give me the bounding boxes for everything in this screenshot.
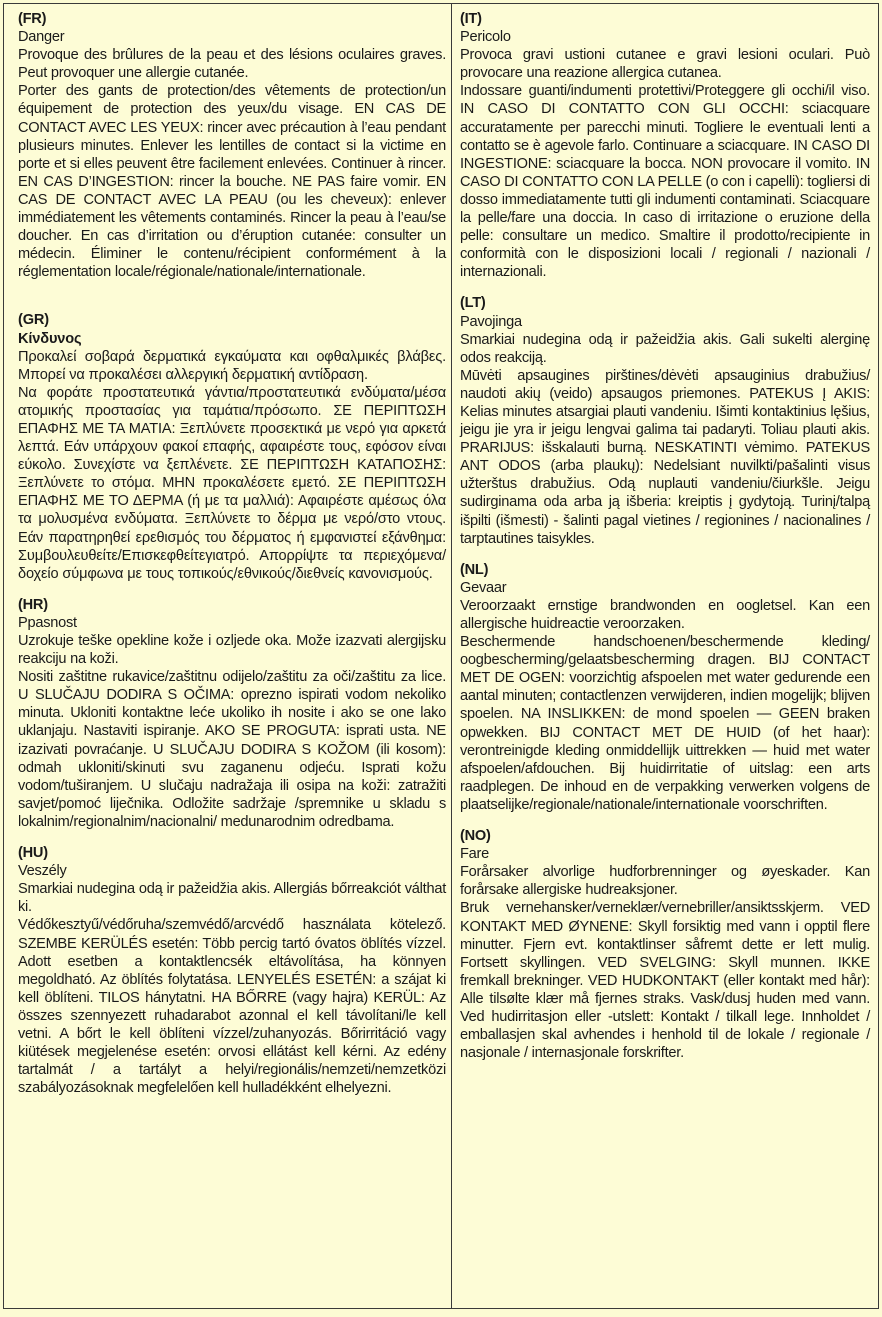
section-no	[460, 827, 870, 1062]
section-fr	[18, 10, 446, 281]
column-divider	[451, 4, 452, 1308]
language-code: (LT)	[460, 295, 486, 312]
language-code: (NL)	[460, 561, 489, 578]
hazard-statement: Smarkiai nudegina odą ir pažeidžia akis. Allergiás bőrreakciót válthat ki.	[18, 881, 446, 916]
section-it	[460, 10, 870, 281]
precautionary-statement: Bruk vernehansker/verneklær/vernebriller/ansiktsskjerm. VED KONTAKT MED ØYNENE: Skyll forsiktig med vann i opptil flere minutter. Fjern evt. kontaktlinser såfremt dette er lett mulig. Fortsett skyllingen. VED SVELGING: Skyll munnen. IKKE fremkall brekninger. VED HUDKONTAKT (eller kontakt med hår): Alle tilsølte klær må fjernes straks. Vask/dusj huden med vann. Ved hudirritasjon eller -utslett: Kontakt / tilkall lege. Innholdet / emballasjen skal avhendes i henhold til de lokale / regionale / nasjonale / internasjonale forskrifter.	[460, 900, 870, 1062]
hazard-word: Pavojinga	[460, 313, 522, 330]
hazard-word: Pericolo	[460, 29, 511, 46]
section-hu	[18, 844, 446, 1097]
precautionary-statement: Mūvėti apsaugines pirštines/dėvėti apsauginius drabužius/ naudoti akių (veido) apsaugos priemones. PATEKUS Į AKIS: Kelias minutes atsargiai plauti vandeniu. Išimti kontaktinius lęšius, jeigu jie yra ir jeigu lengvai galima tai padaryti. Toliau plauti akis. PRARIJUS: išskalauti burną. NESKATINTI vėmimo. PATEKUS ANT ODOS (arba plaukų): Nedelsiant nuvilkti/pašalinti visus užterštus drabužius. Odą nuplauti vandeniu/čiurkšle. Jeigu sudirginama oda arba ją išberia: kreiptis į gydytoją. Turinį/talpą išpilti (išmesti) - šalinti pagal vietines / regionines / nacionalines / tarptautines taisykles.	[460, 367, 870, 547]
safety-sheet-page	[3, 3, 879, 1309]
hazard-word: Ppasnost	[18, 614, 77, 631]
section-nl	[460, 561, 870, 814]
section-gr	[18, 311, 446, 582]
hazard-statement: Forårsaker alvorlige hudforbrenninger og øyeskader. Kan forårsake allergiske hudreaksjoner.	[460, 864, 870, 899]
hazard-statement: Smarkiai nudegina odą ir pažeidžia akis. Gali sukelti alerginę odos reakciją.	[460, 331, 870, 366]
hazard-word: Fare	[460, 846, 490, 863]
language-code: (NO)	[460, 828, 491, 845]
language-code: (HU)	[18, 845, 48, 862]
section-hr	[18, 596, 446, 831]
precautionary-statement: Védőkesztyű/védőruha/szemvédő/arcvédő használata kötelező. SZEMBE KERÜLÉS esetén: Több percig tartó óvatos öblítés vízzel. Adott esetben a kontaktlencsék eltávolítása, ha könnyen megoldható. Az öblítés folytatása. LENYELÉS ESETÉN: a szájat ki kell öblíteni. TILOS hánytatni. HA BŐRRE (vagy hajra) KERÜL: Az összes szennyezett ruhadarabot azonnal el kell távolítani/le kell vetni. A bőrt le kell öblíteni vízzel/zuhanyozás. Bőrirritáció vagy kiütések megjelenése esetén: orvosi ellátást kell kérni. Az edény tartalmát / a tartályt a helyi/regionális/nemzeti/nemzetközi szabályozásoknak megfelelően kell hulladékként elhelyezni.	[18, 917, 446, 1097]
precautionary-statement: Indossare guanti/indumenti protettivi/Proteggere gli occhi/il viso. IN CASO DI CONTATTO CON GLI OCCHI: sciacquare accuratamente per parecchi minuti. Togliere le eventuali lenti a contatto se è agevole farlo. Continuare a sciacquare. IN CASO DI INGESTIONE: sciacquare la bocca. NON provocare il vomito. IN CASO DI CONTATTO CON LA PELLE (o con i capelli): togliersi di dosso immediatamente tutti gli indumenti contaminati. Sciacquare la pelle/fare una doccia. In caso di irritazione o eruzione della pelle: consultare un medico. Smaltire il prodotto/recipiente in conformità con le disposizioni locali / regionali / nazionali / internazionali.	[460, 83, 870, 281]
hazard-statement: Προκαλεί σοβαρά δερματικά εγκαύματα και οφθαλμικές βλάβες. Μπορεί να προκαλέσει αλλεργική δερματική αντίδραση.	[18, 348, 446, 383]
section-lt	[460, 294, 870, 547]
hazard-statement: Uzrokuje teške opekline kože i ozljede oka. Može izazvati alergijsku reakciju na koži.	[18, 633, 446, 668]
precautionary-statement: Να φοράτε προστατευτικά γάντια/προστατευτικά ενδύματα/μέσα ατομικής προστασίας για ταμάτια/πρόσωπο. ΣΕ ΠΕΡΙΠΤΩΣΗ ΕΠΑΦΗΣ ΜΕ ΤΑ ΜΑΤΙΑ: Ξεπλύνετε προσεκτικά με νερό για αρκετά λεπτά. Εάν υπάρχουν φακοί επαφής, αφαιρέστε τους, εφόσον είναι εύκολο. Συνεχίστε να ξεπλένετε. ΣΕ ΠΕΡΙΠΤΩΣΗ ΚΑΤΑΠΟΣΗΣ: Ξεπλύνετε το στόμα. ΜΗΝ προκαλέσετε εμετό. ΣΕ ΠΕΡΙΠΤΩΣΗ ΕΠΑΦΗΣ ΜΕ ΤΟ ΔΕΡΜΑ (ή με τα μαλλιά): Αφαιρέστε αμέσως όλα τα μολυσμένα ενδύματα. Ξεπλύνετε το δέρμα με νερό/στο ντους. Εάν παρατηρηθεί ερεθισμός του δέρματος ή εμφανιστεί εξάνθημα: Συμβουλευθείτε/Επισκεφθείτεγιατρό. Απορρίψτε τα περιεχόμενα/δοχείο σύμφωνα με τους τοπικούς/εθνικούς/διεθνείς κανονισμούς.	[18, 384, 446, 582]
language-code: (IT)	[460, 11, 482, 27]
precautionary-statement: Nositi zaštitne rukavice/zaštitnu odijelo/zaštitu za oči/zaštitu za lice. U SLUČAJU DODIRA S OČIMA: oprezno ispirati vodom nekoliko minuta. Ukloniti kontaktne leće ukoliko ih nosite i ako se one lako uklanjaju. Nastaviti ispiranje. AKO SE PROGUTA: isprati usta. NE izazivati povraćanje. U SLUČAJU DODIRA S KOŽOM (ili kosom): odmah ukloniti/skinuti svu zaganenu odjeću. Isprati kožu vodom/tuširanjem. U slučaju nadražaja ili osipa na koži: zatražiti savjet/pomoć liječnika. Odložite sadržaje /spremnike u skladu s lokalnim/regionalnim/nacionalni/ medunarodnim odredbama.	[18, 669, 446, 830]
hazard-word: Danger	[18, 29, 65, 46]
language-code: (HR)	[18, 596, 48, 613]
left-column	[18, 10, 446, 1110]
hazard-word: Veszély	[18, 863, 67, 880]
right-column	[460, 10, 870, 1075]
precautionary-statement: Porter des gants de protection/des vêtements de protection/un équipement de protection des yeux/du visage. EN CAS DE CONTACT AVEC LES YEUX: rincer avec précaution à l’eau pendant plusieurs minutes. Enlever les lentilles de contact si la victime en porte et si elles peuvent être facilement enlevées. Continuer à rincer. EN CAS D’INGESTION: rincer la bouche. NE PAS faire vomir. EN CAS DE CONTACT AVEC LA PEAU (ou les cheveux): enlever immédiatement les vêtements contaminés. Rincer la peau à l’eau/se doucher. En cas d’irritation ou d’éruption cutanée: consulter un médecin. Éliminer le contenu/récipient conformément à la réglementation locale/régionale/nationale/internationale.	[18, 83, 446, 281]
precautionary-statement: Beschermende handschoenen/beschermende kleding/ oogbescherming/gelaatsbescherming dragen. BIJ CONTACT MET DE OGEN: voorzichtig afspoelen met water gedurende een aantal minuten; contactlenzen verwijderen, indien mogelijk; blijven spoelen. NA INSLIKKEN: de mond spoelen — GEEN braken opwekken. BIJ CONTACT MET DE HUID (of het haar): verontreinigde kleding onmiddellijk uittrekken — huid met water afspoelen/afdouchen. Bij huidirritatie of uitslag: een arts raadplegen. De inhoud en de verpakking verwerken volgens de plaatselijke/regionale/nationale/internationale voorschriften.	[460, 634, 870, 813]
hazard-statement: Veroorzaakt ernstige brandwonden en oogletsel. Kan een allergische huidreactie veroorzaken.	[460, 597, 870, 632]
hazard-word: Κίνδυνος	[18, 330, 82, 347]
language-code: (FR)	[18, 11, 47, 27]
hazard-word: Gevaar	[460, 579, 507, 596]
hazard-statement: Provoca gravi ustioni cutanee e gravi lesioni oculari. Può provocare una reazione allergica cutanea.	[460, 47, 870, 82]
hazard-statement: Provoque des brûlures de la peau et des lésions oculaires graves. Peut provoquer une allergie cutanée.	[18, 47, 446, 82]
language-code: (GR)	[18, 312, 50, 329]
